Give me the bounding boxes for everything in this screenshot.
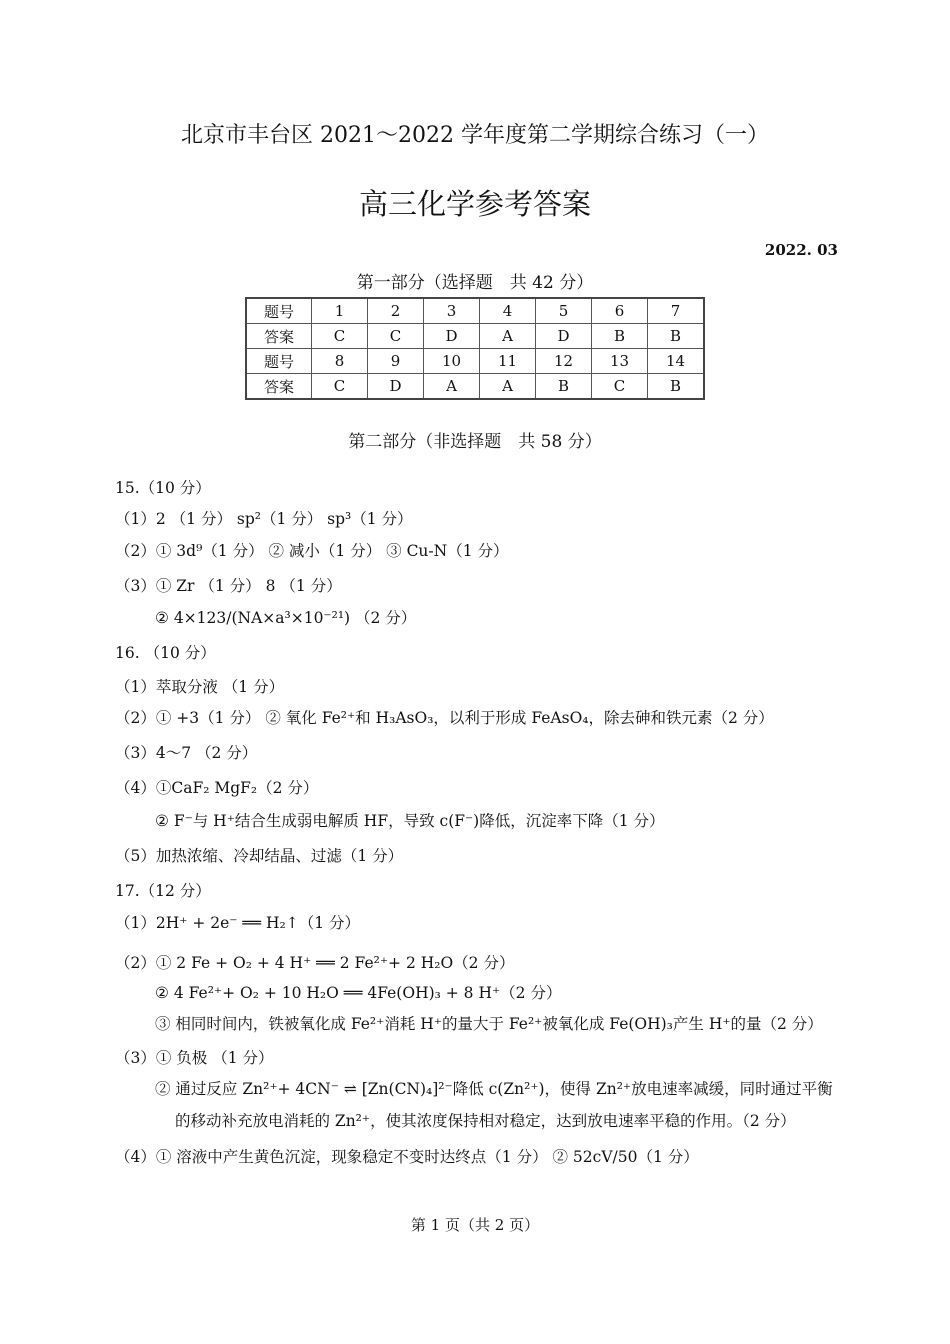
document-subtitle: 高三化学参考答案 <box>358 187 591 221</box>
table-cell: A <box>424 374 480 400</box>
table-row <box>246 374 704 400</box>
table-cell: 12 <box>536 349 592 374</box>
q17-line-7: 的移动补充放电消耗的 Zn²⁺，使其浓度保持相对稳定，达到放电速率平稳的作用。（2 分） <box>175 1112 796 1130</box>
table-row-label: 答案 <box>246 324 312 349</box>
table-cell: 14 <box>648 349 705 374</box>
document-date: 2022. 03 <box>764 241 838 259</box>
table-cell: D <box>424 324 480 349</box>
q16-title: 16. （10 分） <box>115 644 216 662</box>
q16-line-2: （2）① +3（1 分） ② 氧化 Fe²⁺和 H₃AsO₃，以利于形成 FeAsO₄，除去砷和铁元素（2 分） <box>115 709 774 727</box>
part1-heading: 第一部分（选择题 共 42 分） <box>356 273 594 293</box>
table-cell: 2 <box>368 298 424 324</box>
table-row <box>246 324 704 349</box>
table-cell: C <box>312 374 368 400</box>
table-cell: B <box>592 324 648 349</box>
table-cell: 11 <box>480 349 536 374</box>
q16-line-3: （3）4～7 （2 分） <box>115 744 258 762</box>
q17-title: 17.（12 分） <box>115 882 211 900</box>
page-number: 第 1 页（共 2 页） <box>410 1216 540 1234</box>
table-cell: B <box>648 374 705 400</box>
table-cell: 6 <box>592 298 648 324</box>
table-cell: 3 <box>424 298 480 324</box>
answer-table <box>245 297 705 400</box>
q15-line-2: （2）① 3d⁹（1 分） ② 减小（1 分） ③ Cu-N（1 分） <box>115 542 509 560</box>
q17-line-2: （2）① 2 Fe + O₂ + 4 H⁺ ══ 2 Fe²⁺+ 2 H₂O（2 分） <box>115 954 515 972</box>
table-cell: 13 <box>592 349 648 374</box>
q16-line-5: ② F⁻与 H⁺结合生成弱电解质 HF，导致 c(F⁻)降低，沉淀率下降（1 分） <box>155 812 665 830</box>
document-title: 北京市丰台区 2021～2022 学年度第二学期综合练习（一） <box>181 123 769 148</box>
table-cell: 1 <box>312 298 368 324</box>
table-cell: 5 <box>536 298 592 324</box>
table-cell: C <box>312 324 368 349</box>
q17-line-8: （4）① 溶液中产生黄色沉淀，现象稳定不变时达终点（1 分） ② 52cV/50（1 分） <box>115 1148 699 1166</box>
table-cell: 4 <box>480 298 536 324</box>
q17-line-1: （1）2H⁺ + 2e⁻ ══ H₂↑（1 分） <box>115 914 361 932</box>
table-row-label: 题号 <box>246 349 312 374</box>
q15-title: 15.（10 分） <box>115 479 211 497</box>
q15-line-1: （1）2 （1 分） sp²（1 分） sp³（1 分） <box>115 510 413 528</box>
table-cell: 8 <box>312 349 368 374</box>
table-cell: 7 <box>648 298 705 324</box>
table-row-label: 答案 <box>246 374 312 400</box>
q16-line-1: （1）萃取分液 （1 分） <box>115 678 285 696</box>
table-cell: D <box>536 324 592 349</box>
table-cell: C <box>592 374 648 400</box>
q15-line-3: （3）① Zr （1 分） 8 （1 分） <box>115 577 342 595</box>
q16-line-4: （4）①CaF₂ MgF₂（2 分） <box>115 779 319 797</box>
table-cell: C <box>368 324 424 349</box>
q16-line-6: （5）加热浓缩、冷却结晶、过滤（1 分） <box>115 847 404 865</box>
table-cell: A <box>480 374 536 400</box>
q15-line-4: ② 4×123/(NA×a³×10⁻²¹) （2 分） <box>155 609 417 627</box>
table-row <box>246 349 704 374</box>
table-cell: A <box>480 324 536 349</box>
q17-line-4: ③ 相同时间内，铁被氧化成 Fe²⁺消耗 H⁺的量大于 Fe²⁺被氧化成 Fe(OH)₃产生 H⁺的量（2 分） <box>155 1015 823 1033</box>
table-row <box>246 298 704 324</box>
table-cell: 9 <box>368 349 424 374</box>
table-cell: 10 <box>424 349 480 374</box>
table-cell: B <box>536 374 592 400</box>
part2-heading: 第二部分（非选择题 共 58 分） <box>348 432 602 452</box>
table-row-label: 题号 <box>246 298 312 324</box>
q17-line-6: ② 通过反应 Zn²⁺+ 4CN⁻ ⇌ [Zn(CN)₄]²⁻降低 c(Zn²⁺)，使得 Zn²⁺放电速率减缓，同时通过平衡 <box>155 1080 833 1098</box>
table-cell: D <box>368 374 424 400</box>
table-cell: B <box>648 324 705 349</box>
q17-line-3: ② 4 Fe²⁺+ O₂ + 10 H₂O ══ 4Fe(OH)₃ + 8 H⁺（2 分） <box>155 984 562 1002</box>
q17-line-5: （3）① 负极 （1 分） <box>115 1049 274 1067</box>
